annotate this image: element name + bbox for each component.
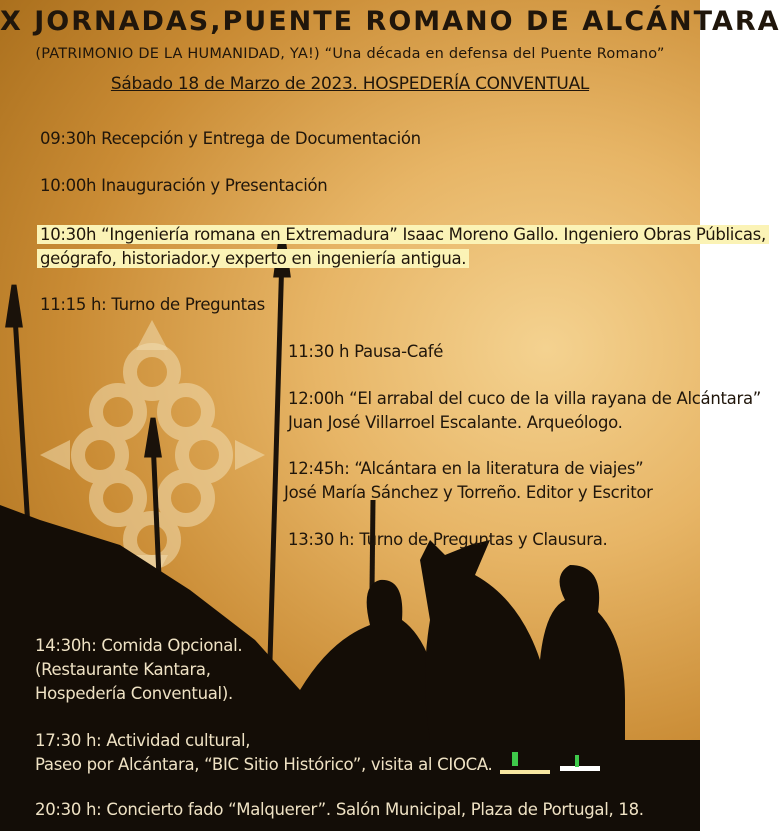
- program-item-reception: 09:30h Recepción y Entrega de Documentación: [40, 129, 421, 148]
- rider-silhouette-2: [540, 565, 625, 740]
- program-item-activity: 17:30 h: Actividad cultural,: [35, 731, 251, 750]
- event-date: Sábado 18 de Marzo de 2023. HOSPEDERÍA CONVENTUAL: [110, 74, 590, 94]
- program-item-talk-1-cont: [37, 249, 469, 268]
- program-item-talk-2-speaker: Juan José Villarroel Escalante. Arqueólogo.: [288, 413, 623, 432]
- program-item-concert: 20:30 h: Concierto fado “Malquerer”. Salón Municipal, Plaza de Portugal, 18.: [35, 800, 644, 819]
- talk-1-line-1: 10:30h “Ingeniería romana en Extremadura” Isaac Moreno Gallo. Ingeniero Obras Públicas,: [37, 225, 769, 244]
- program-item-talk-1: [37, 225, 769, 244]
- program-item-lunch-place-2: Hospedería Conventual).: [35, 684, 233, 703]
- rider-silhouette-1: [300, 580, 440, 740]
- program-item-coffee: 11:30 h Pausa-Café: [288, 342, 444, 361]
- program-item-inauguration: 10:00h Inauguración y Presentación: [40, 176, 328, 195]
- horse-silhouette: [420, 540, 540, 740]
- program-item-talk-2: 12:00h “El arrabal del cuco de la villa rayana de Alcántara”: [288, 389, 762, 408]
- program-item-activity-detail: Paseo por Alcántara, “BIC Sitio Histórico”, visita al CIOCA.: [35, 755, 493, 774]
- program-item-closing: 13:30 h: Turno de Preguntas y Clausura.: [288, 530, 608, 549]
- program-item-talk-3: 12:45h: “Alcántara en la literatura de viajes”: [288, 459, 644, 478]
- talk-1-line-2: geógrafo, historiador.y experto en ingeniería antigua.: [37, 249, 469, 268]
- subtitle: (PATRIMONIO DE LA HUMANIDAD, YA!) “Una década en defensa del Puente Romano”: [35, 46, 665, 62]
- page-title: X JORNADAS,PUENTE ROMANO DE ALCÁNTARA: [0, 6, 781, 37]
- program-item-lunch-place: (Restaurante Kantara,: [35, 660, 211, 679]
- program-item-questions-1: 11:15 h: Turno de Preguntas: [40, 295, 265, 314]
- program-item-lunch: 14:30h: Comida Opcional.: [35, 636, 243, 655]
- program-item-talk-3-speaker: José María Sánchez y Torreño. Editor y Escritor: [284, 483, 653, 502]
- hill-silhouette: [0, 505, 330, 740]
